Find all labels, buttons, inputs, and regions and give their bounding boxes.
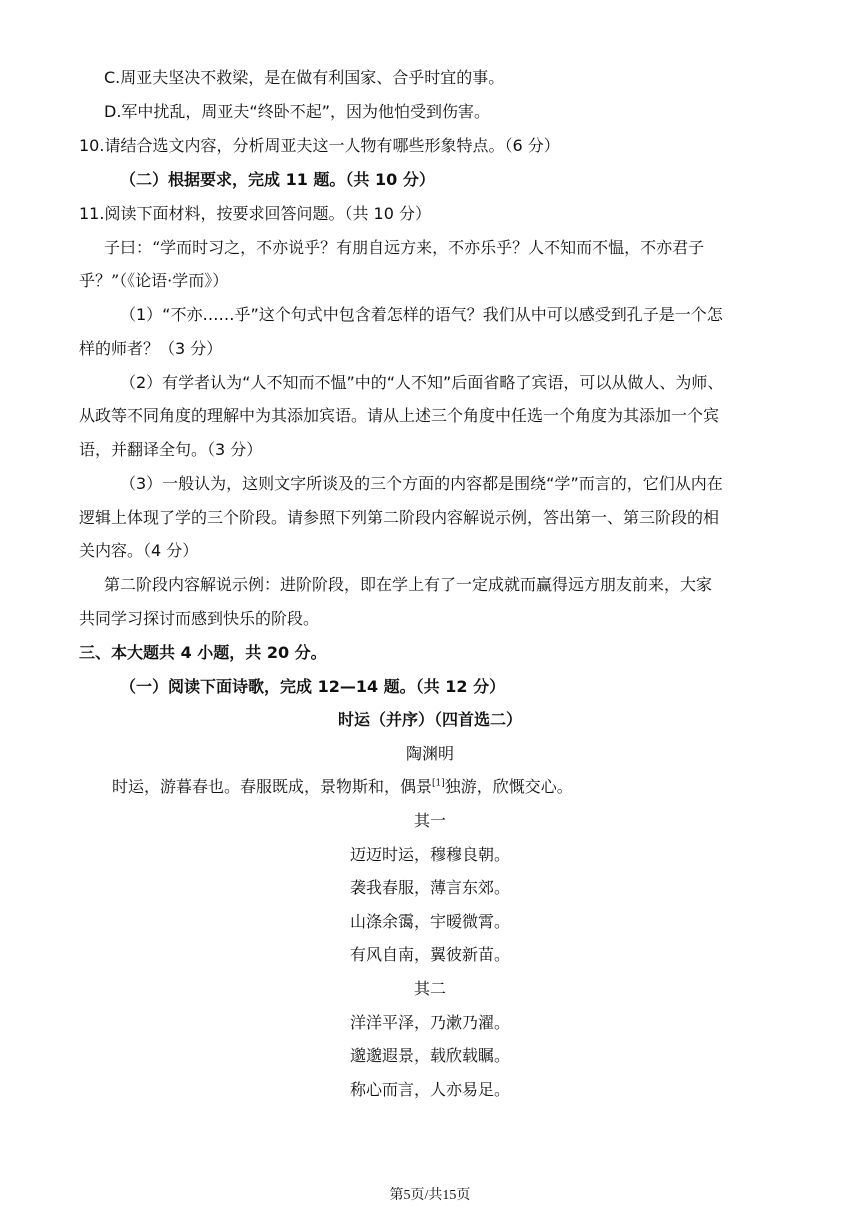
poem-preface-text-end: 独游，欣慨交心。	[444, 777, 573, 796]
poem-line: 有风自南，翼彼新苗。	[349, 945, 510, 964]
q11-sub2-line-2: 从政等不同角度的理解中为其添加宾语。请从上述三个角度中任选一个角度为其添加一个宾	[79, 406, 720, 425]
q11-sub3-line-2: 逻辑上体现了学的三个阶段。请参照下列第二阶段内容解说示例，答出第一、第三阶段的相	[79, 508, 720, 527]
section-3-heading: 三、本大题共 4 小题，共 20 分。	[79, 643, 327, 662]
poem-line: 称心而言，人亦易足。	[349, 1080, 510, 1099]
page-number-footer: 第5页/共15页	[389, 1188, 471, 1203]
poem-author: 陶渊明	[405, 744, 454, 763]
poem-part-1-label: 其一	[413, 811, 446, 830]
question-10: 10.请结合选文内容，分析周亚夫这一人物有哪些形象特点。（6 分）	[79, 136, 560, 155]
q9-option-c: C.周亚夫坚决不救梁，是在做有利国家、合乎时宜的事。	[104, 68, 505, 87]
q11-sub3-line-3: 关内容。（4 分）	[79, 541, 199, 560]
q11-sub2-line-1: （2）有学者认为“人不知而不愠”中的“人不知”后面省略了宾语，可以从做人、为师、	[120, 373, 724, 392]
poem-line: 山涤余霭，宇暧微霄。	[349, 912, 510, 931]
poem-preface-text: 时运，游暮春也。春服既成，景物斯和，偶景	[112, 777, 433, 796]
section-3-1-heading: （一）阅读下面诗歌，完成 12—14 题。（共 12 分）	[120, 677, 506, 696]
poem-part-2-label: 其二	[413, 979, 446, 998]
q11-sub1-line-1: （1）“不亦……乎”这个句式中包含着怎样的语气？我们从中可以感受到孔子是一个怎	[120, 305, 723, 324]
poem-preface	[112, 777, 573, 797]
q11-sub1-line-2: 样的师者？（3 分）	[79, 339, 223, 358]
poem-line: 洋洋平泽，乃漱乃濯。	[349, 1013, 510, 1032]
question-11-intro: 11.阅读下面材料，按要求回答问题。（共 10 分）	[79, 204, 431, 223]
q9-option-d: D.军中扰乱，周亚夫“终卧不起”，因为他怕受到伤害。	[104, 102, 490, 121]
stage-example-line-2: 共同学习探讨而感到快乐的阶段。	[79, 609, 320, 628]
analects-quote-line-2: 乎？”（《论语·学而》）	[79, 271, 229, 290]
poem-line: 邈邈遐景，载欣载瞩。	[349, 1046, 510, 1065]
stage-example-line-1: 第二阶段内容解说示例：进阶阶段，即在学上有了一定成就而赢得远方朋友前来，大家	[104, 575, 713, 594]
analects-quote-line-1: 子曰：“学而时习之，不亦说乎？有朋自远方来，不亦乐乎？人不知而不愠，不亦君子	[104, 238, 705, 257]
q11-sub2-line-3: 语，并翻译全句。（3 分）	[79, 440, 263, 459]
poem-title: 时运（并序）（四首选二）	[337, 710, 522, 729]
poem-line: 袭我春服，薄言东郊。	[349, 878, 510, 897]
section-2-2-heading: （二）根据要求，完成 11 题。（共 10 分）	[120, 170, 435, 189]
footnote-marker: [1]	[432, 778, 445, 789]
q11-sub3-line-1: （3）一般认为，这则文字所谈及的三个方面的内容都是围绕“学”而言的，它们从内在	[120, 474, 723, 493]
poem-line: 迈迈时运，穆穆良朝。	[349, 845, 510, 864]
